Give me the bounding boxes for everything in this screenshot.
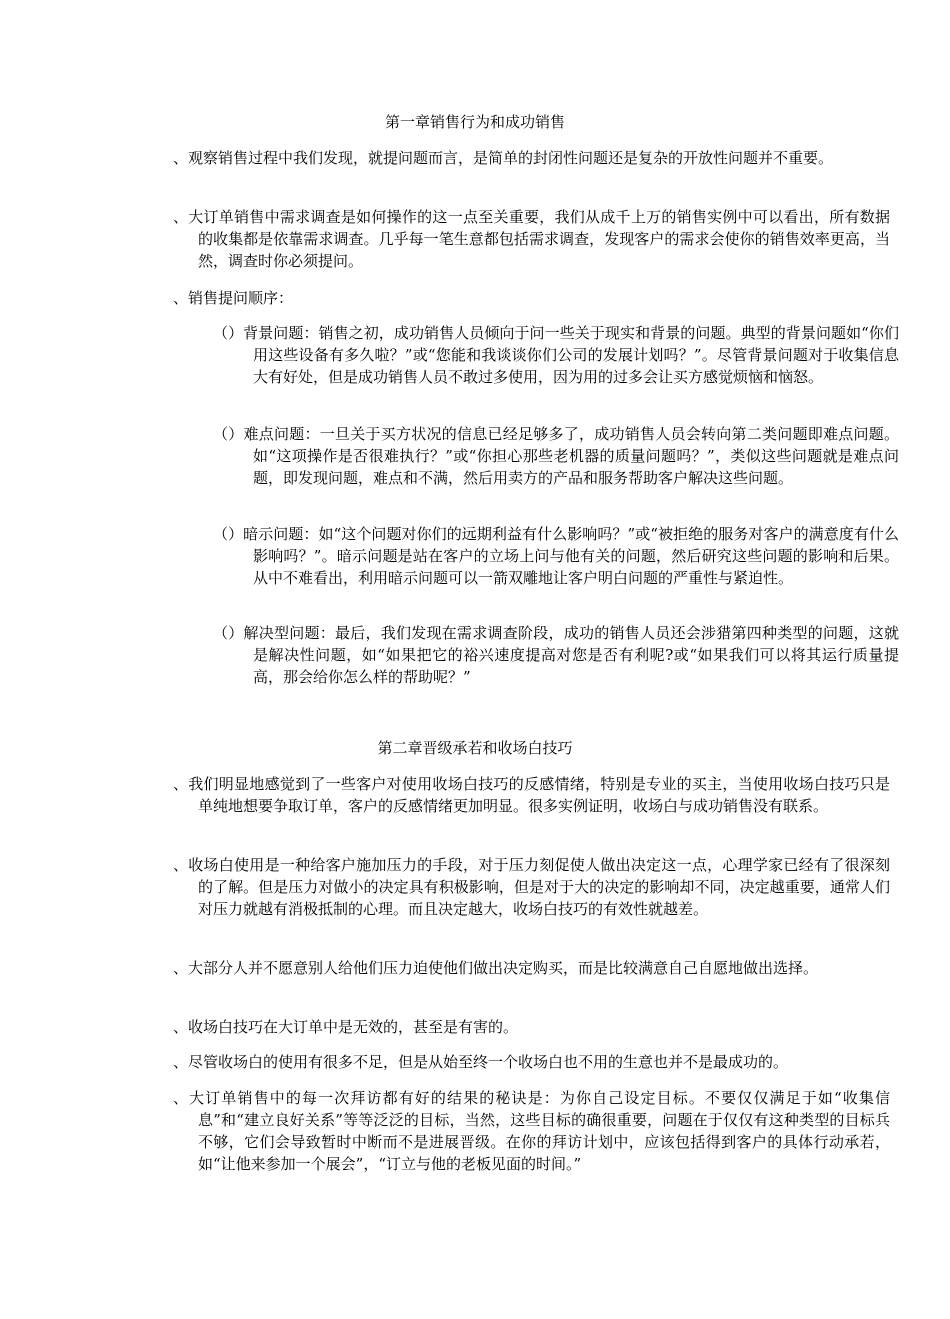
chapter-2-title: 第二章晋级承若和收场白技巧 xyxy=(377,739,573,757)
chapter-2-paragraph-1: 、我们明显地感觉到了一些客户对使用收场白技巧的反感情绪，特别是专业的买主，当使用收场白技巧只是单纯地想要争取订单，客户的反感情绪更加明显。很多实例证明，收场白与成功销售没有联系。 xyxy=(173,775,890,815)
chapter-2-paragraph-5: 、尽管收场白的使用有很多不足，但是从始至终一个收场白也不用的生意也并不是最成功的。 xyxy=(173,1053,789,1071)
chapter-1-paragraph-2: 、大订单销售中需求调查是如何操作的这一点至关重要，我们从成千上万的销售实例中可以看出，所有数据的收集都是依靠需求调查。几乎每一笔生意都包括需求调查，发现客户的需求会使你的销售效率更高，当然，调查时你必须提问。 xyxy=(173,208,890,270)
chapter-2-paragraph-6: 、大订单销售中的每一次拜访都有好的结果的秘诀是：为你自己设定目标。不要仅仅满足于如“收集信息”和“建立良好关系”等等泛泛的目标，当然，这些目标的确很重要，问题在于仅仅有这种类型的目标兵不够，它们会导致暂时中断而不是进展晋级。在你的拜访计划中，应该包括得到客户的具体行动承若，如“让他来参加一个展会”，“订立与他的老板见面的时间。” xyxy=(173,1089,890,1173)
question-type-implication: （）暗示问题：如“这个问题对你们的远期利益有什么影响吗？”或“被拒绝的服务对客户的满意度有什么影响吗？”。暗示问题是站在客户的立场上问与他有关的问题，然后研究这些问题的影响和后果。从中不难看出，利用暗示问题可以一箭双雕地让客户明白问题的严重性与紧迫性。 xyxy=(213,525,899,587)
chapter-1-paragraph-3: 、销售提问顺序： xyxy=(173,289,294,307)
chapter-2-paragraph-2: 、收场白使用是一种给客户施加压力的手段，对于压力刻促使人做出决定这一点，心理学家已经有了很深刻的了解。但是压力对做小的决定具有积极影响，但是对于大的决定的影响却不同，决定越重要，通常人们对压力就越有消极抵制的心理。而且决定越大，收场白技巧的有效性就越差。 xyxy=(173,856,890,918)
chapter-2-paragraph-4: 、收场白技巧在大订单中是无效的，甚至是有害的。 xyxy=(173,1018,519,1036)
question-type-difficulty: （）难点问题：一旦关于买方状况的信息已经足够多了，成功销售人员会转向第二类问题即难点问题。如“这项操作是否很难执行？”或“你担心那些老机器的质量问题吗？”，类似这些问题就是难点问题，即发现问题，难点和不满，然后用卖方的产品和服务帮助客户解决这些问题。 xyxy=(213,425,899,487)
chapter-1-paragraph-1: 、观察销售过程中我们发现，就提问题而言，是简单的封闭性问题还是复杂的开放性问题并不重要。 xyxy=(173,149,834,167)
chapter-2-paragraph-3: 、大部分人并不愿意别人给他们压力迫使他们做出决定购买，而是比较满意自己自愿地做出选择。 xyxy=(173,959,819,977)
chapter-1-title: 第一章销售行为和成功销售 xyxy=(384,113,565,131)
question-type-solution: （）解决型问题：最后，我们发现在需求调查阶段，成功的销售人员还会涉猎第四种类型的问题，这就是解决性问题，如“如果把它的裕兴速度提高对您是否有利呢?或“如果我们可以将其运行质量提高，那会给你怎么样的帮助呢？” xyxy=(213,624,899,686)
question-type-background: （）背景问题：销售之初，成功销售人员倾向于问一些关于现实和背景的问题。典型的背景问题如“你们用这些设备有多久啦？”或“您能和我谈谈你们公司的发展计划吗？”。尽管背景问题对于收集信息大有好处，但是成功销售人员不敢过多使用，因为用的过多会让买方感觉烦恼和恼怒。 xyxy=(213,324,899,386)
